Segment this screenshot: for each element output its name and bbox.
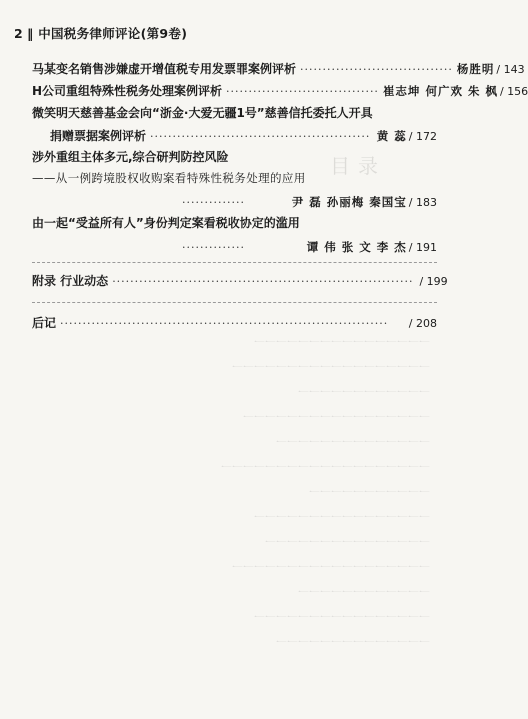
bleed-line: 一一一一一一一一一一一一一一 [276, 636, 430, 649]
bleed-line: 一一一一一一一一一一一一一一一一一一一 [221, 461, 430, 474]
leader-dots: ·············· [182, 241, 245, 254]
appendix-page: / 199 [419, 275, 448, 288]
entry-title: H公司重组特殊性税务处理案例评析 [32, 84, 223, 98]
toc-entry[interactable] [32, 216, 437, 255]
leader-dots: ········································································· [60, 317, 389, 330]
bleed-line: 一一一一一一一一一一一一一一一一一一 [232, 361, 430, 374]
entry-page: / 143 [496, 63, 525, 76]
toc-afterword[interactable] [32, 316, 437, 331]
entry-title: 由一起“受益所有人”身份判定案看税收协定的滥用 [32, 216, 300, 230]
entry-author: 崔志坤 何广欢 朱 枫 [382, 84, 498, 98]
afterword-title: 后记 [32, 316, 57, 330]
bleed-line: 一一一一一一一一一一一 [309, 486, 430, 499]
entry-author: 黄 蕊 [376, 129, 407, 143]
entry-title-line2: 捐赠票据案例评析 [50, 129, 147, 143]
bleed-line: 一一一一一一一一一一一一一一一一 [254, 611, 430, 624]
leader-dots: ·································· [300, 63, 453, 76]
journal-title: ‖ 中国税务律师评论(第9卷) [27, 26, 188, 41]
entry-author: 杨胜明 [456, 62, 495, 76]
bleed-line: 一一一一一一一一一一一一 [298, 386, 430, 399]
bleed-line: 一一一一一一一一一一一一一一 [276, 436, 430, 449]
toc-appendix[interactable] [32, 274, 448, 289]
bleed-line: 一一一一一一一一一一一一一一一一 [254, 511, 430, 524]
entry-page: / 191 [408, 241, 437, 254]
entry-author: 尹 磊 孙丽梅 秦国宝 [291, 195, 407, 209]
bleed-through-heading: 目录 [330, 154, 386, 178]
toc-entry[interactable] [32, 150, 437, 210]
entry-title: 涉外重组主体多元,综合研判防控风险 [32, 150, 229, 164]
running-header [14, 24, 187, 42]
bleed-line: 一一一一一一一一一一一一一一一一 [254, 336, 430, 349]
bleed-through-text [30, 330, 430, 710]
leader-dots: ················································· [150, 130, 371, 143]
toc-entry[interactable] [32, 84, 528, 99]
page-number: 2 [14, 26, 23, 41]
bleed-line: 一一一一一一一一一一一一一一一 [265, 536, 430, 549]
divider [32, 262, 437, 263]
entry-title-line1: 微笑明天慈善基金会向“浙金·大爱无疆1号”慈善信托委托人开具 [32, 106, 373, 120]
entry-title: 马某变名销售涉嫌虚开增值税专用发票罪案例评析 [32, 62, 297, 76]
toc-entry[interactable] [32, 62, 525, 77]
bleed-line: 一一一一一一一一一一一一一一一一一一 [232, 561, 430, 574]
entry-page: / 156 [499, 85, 528, 98]
leader-dots: ·············· [182, 196, 245, 209]
afterword-page: / 208 [408, 317, 437, 330]
divider [32, 302, 437, 303]
leader-dots: ··································································· [112, 275, 414, 288]
bleed-line: 一一一一一一一一一一一一一一一一一 [243, 411, 430, 424]
entry-author: 谭 伟 张 文 李 杰 [306, 240, 407, 254]
entry-page: / 172 [408, 130, 437, 143]
entry-page: / 183 [408, 196, 437, 209]
toc-entry[interactable] [32, 106, 437, 144]
entry-subtitle: ——从一例跨境股权收购案看特殊性税务处理的应用 [32, 171, 306, 185]
appendix-title: 附录 行业动态 [32, 274, 109, 288]
leader-dots: ·································· [226, 85, 379, 98]
bleed-line: 一一一一一一一一一一一一 [298, 586, 430, 599]
